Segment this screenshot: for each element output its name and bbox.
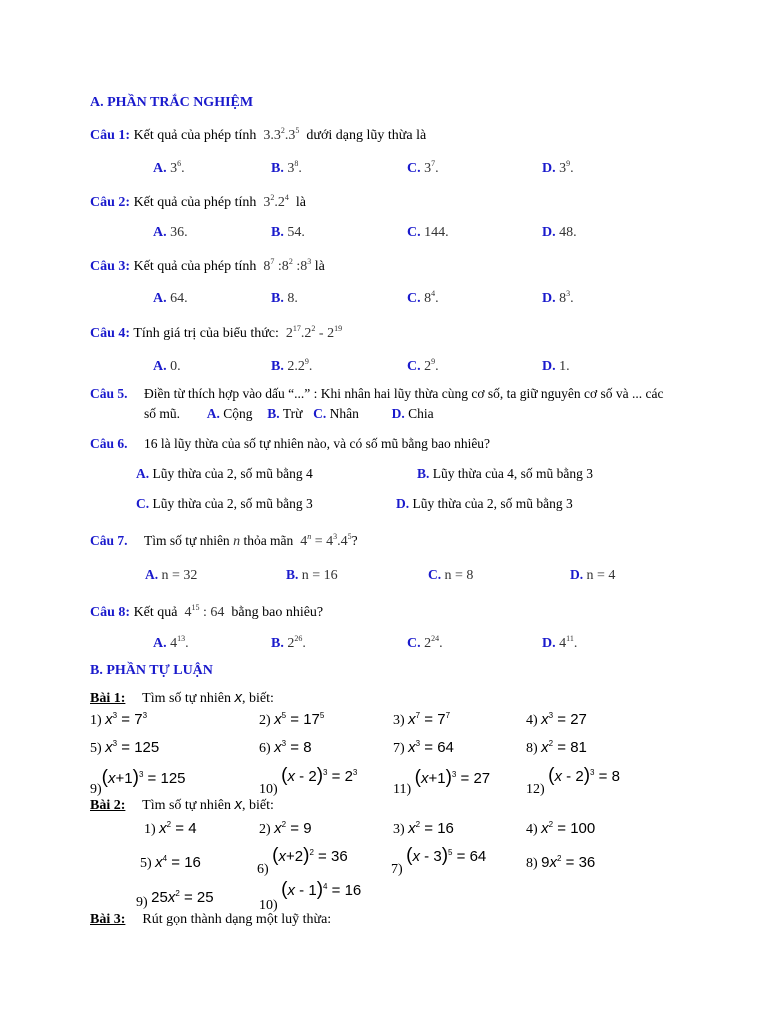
question-text: Kết quả của phép tính xyxy=(133,195,257,210)
q4-option-c[interactable]: C. $2^9$. xyxy=(407,357,439,374)
q2-option-d[interactable]: D. 48. xyxy=(542,225,577,240)
q3-option-b[interactable]: B. 8. xyxy=(271,291,298,306)
exercise-item: 1) $x^3 = 7^3$ xyxy=(90,711,148,728)
variable-x: x xyxy=(234,689,243,706)
q2-option-b[interactable]: B. 54. xyxy=(271,225,305,240)
math-expression: $4^n = 4^3.4^5$ xyxy=(296,532,352,549)
q2-option-c[interactable]: C. 144. xyxy=(407,225,449,240)
q6-option-d[interactable]: D. Lũy thừa của 2, số mũ bằng 3 xyxy=(396,496,573,511)
exercise-item: 4) $x^2 = 100$ xyxy=(526,820,596,837)
q3-option-d[interactable]: D. $8^3$. xyxy=(542,289,574,306)
variable-n: n xyxy=(233,534,241,549)
question-text-2: là xyxy=(295,195,307,210)
q7-option-b[interactable]: B. n = 16 xyxy=(286,567,338,583)
exercise-item: 12) (x - 2)$^3$ = 8 xyxy=(526,765,620,797)
question-label: Câu 3: xyxy=(90,259,131,274)
exercise-item: 5) $x^4 = 16$ xyxy=(140,854,201,871)
exercise-item: 6) $x^3 = 8$ xyxy=(259,739,312,756)
exercise-item: 5) $x^3 = 125$ xyxy=(90,739,160,756)
q3-option-a[interactable]: A. 64. xyxy=(153,291,188,306)
q7-option-a[interactable]: A. n = 32 xyxy=(145,567,198,583)
question-5 xyxy=(90,387,128,401)
q6-option-b[interactable]: B. Lũy thừa của 4, số mũ bằng 3 xyxy=(417,466,594,481)
q1-option-b[interactable]: B. $3^8$. xyxy=(271,159,302,176)
q4-option-d[interactable]: D. 1. xyxy=(542,359,570,374)
exercise-item: 4) $x^3 = 27$ xyxy=(526,711,587,728)
question-4 xyxy=(90,324,343,341)
exercise-1-header: Bài 1: Tìm số tự nhiên x, biết: xyxy=(90,689,274,706)
q5-option-c[interactable]: C. Nhân xyxy=(313,406,359,421)
q4-option-a[interactable]: A. 0. xyxy=(153,359,181,374)
q2-option-a[interactable]: A. 36. xyxy=(153,225,188,240)
exercise-item: 7) (x - 3)$^5$ = 64 xyxy=(391,845,487,877)
question-text-2: bằng bao nhiêu? xyxy=(231,605,324,620)
exercise-label: Bài 1: xyxy=(90,691,126,706)
math-expression: $4^{15}$ : 64 xyxy=(181,603,228,620)
exercise-3-header: Bài 3: Rút gọn thành dạng một luỹ thừa: xyxy=(90,912,332,927)
question-6-text: 16 là lũy thừa của số tự nhiên nào, và có số mũ bằng bao nhiêu? xyxy=(144,436,491,451)
q5-option-b[interactable]: B. Trừ xyxy=(267,406,303,421)
question-label: Câu 8: xyxy=(90,605,131,620)
exercise-item: 8) $9x^2 = 36$ xyxy=(526,854,596,871)
exercise-label: Bài 2: xyxy=(90,798,126,813)
exercise-item: 3) $x^7 = 7^7$ xyxy=(393,711,451,728)
question-text-2: là xyxy=(314,259,325,274)
exercise-item: 9) $25x^2 = 25$ xyxy=(136,889,214,910)
question-label: Câu 2: xyxy=(90,195,131,210)
exercise-item: $9)(x+1)^3 = 125$ xyxy=(90,767,186,797)
exercise-item: 8) $x^2 = 81$ xyxy=(526,739,587,756)
exercise-2-header: Bài 2: Tìm số tự nhiên x, biết: xyxy=(90,796,274,813)
q7-option-c[interactable]: C. n = 8 xyxy=(428,567,474,583)
q1-option-a[interactable]: A. $3^6$. xyxy=(153,159,185,176)
question-label: Câu 4: xyxy=(90,326,131,341)
q1-option-d[interactable]: D. $3^9$. xyxy=(542,159,574,176)
exercise-item: 10) (x - 1)$^4$ = 16 xyxy=(259,879,362,913)
question-text: Kết quả của phép tính xyxy=(133,128,257,143)
question-text: Kết quả của phép tính xyxy=(133,259,257,274)
exercise-item: 7) $x^3 = 64$ xyxy=(393,739,454,756)
question-label: Câu 7. xyxy=(90,533,128,548)
question-label: Câu 5. xyxy=(90,386,128,401)
q8-option-b[interactable]: B. $2^{26}$. xyxy=(271,634,306,651)
question-text: Kết quả xyxy=(133,605,178,620)
question-text: Tính giá trị của biểu thức: xyxy=(133,326,279,341)
math-expression: $3^2.2^4$ xyxy=(259,193,289,210)
question-2 xyxy=(90,193,307,210)
question-5-line2: số mũ. A. Cộng B. Trừ C. Nhân D. Chia xyxy=(144,406,434,421)
exercise-item: 2) $x^2 = 9$ xyxy=(259,820,312,837)
question-7-text: Tìm số tự nhiên n thỏa mãn $4^n = 4^3.4^5$? xyxy=(144,532,358,549)
math-expression: $2^{17}.2^2 - 2^{19}$ xyxy=(282,324,343,341)
q5-option-a[interactable]: A. Cộng xyxy=(206,406,253,421)
math-expression: $3.3^2.3^5$ xyxy=(259,126,300,143)
q4-option-b[interactable]: B. $2.2^9$. xyxy=(271,357,313,374)
exercise-item: 3) $x^2 = 16$ xyxy=(393,820,454,837)
exercise-item: 11) $(x+1)^3 = 27$ xyxy=(393,767,491,797)
q8-option-d[interactable]: D. $4^{11}$. xyxy=(542,634,578,651)
exercise-item: 6) $(x+2)^2 = 36$ xyxy=(257,845,348,877)
question-8 xyxy=(90,603,324,620)
section-a-heading: A. PHẦN TRẮC NGHIỆM xyxy=(90,95,254,110)
question-7 xyxy=(90,534,128,548)
math-expression: $8^7$ $:8^2$ $:8^3$ xyxy=(259,257,312,274)
exercise-item: 2) $x^5 = 17^5$ xyxy=(259,711,325,728)
q5-option-d[interactable]: D. Chia xyxy=(391,406,434,421)
q8-option-c[interactable]: C. $2^{24}$. xyxy=(407,634,443,651)
q1-option-c[interactable]: C. $3^7$. xyxy=(407,159,439,176)
variable-x: x xyxy=(234,796,243,813)
q7-option-d[interactable]: D. n = 4 xyxy=(570,567,616,583)
q3-option-c[interactable]: C. $8^4$. xyxy=(407,289,439,306)
question-1 xyxy=(90,126,427,143)
exercise-item: 1) $x^2 = 4$ xyxy=(144,820,197,837)
q8-option-a[interactable]: A. $4^{13}$. xyxy=(153,634,189,651)
question-label: Câu 6. xyxy=(90,436,128,451)
question-6 xyxy=(90,437,128,451)
exercise-item: 10) $(x - 2)^3 = 2^3$ xyxy=(259,765,358,797)
question-text-2: dưới dạng lũy thừa là xyxy=(306,128,427,143)
question-3 xyxy=(90,257,325,274)
exercise-label: Bài 3: xyxy=(90,912,126,927)
q6-option-c[interactable]: C. Lũy thừa của 2, số mũ bằng 3 xyxy=(136,496,313,511)
question-label: Câu 1: xyxy=(90,128,131,143)
question-5-text: Điền từ thích hợp vào dấu “...” : Khi nhân hai lũy thừa cùng cơ số, ta giữ nguyên cơ số và ... các xyxy=(144,386,664,401)
section-b-heading: B. PHẦN TỰ LUẬN xyxy=(90,663,213,678)
q6-option-a[interactable]: A. Lũy thừa của 2, số mũ bằng 4 xyxy=(136,466,313,481)
